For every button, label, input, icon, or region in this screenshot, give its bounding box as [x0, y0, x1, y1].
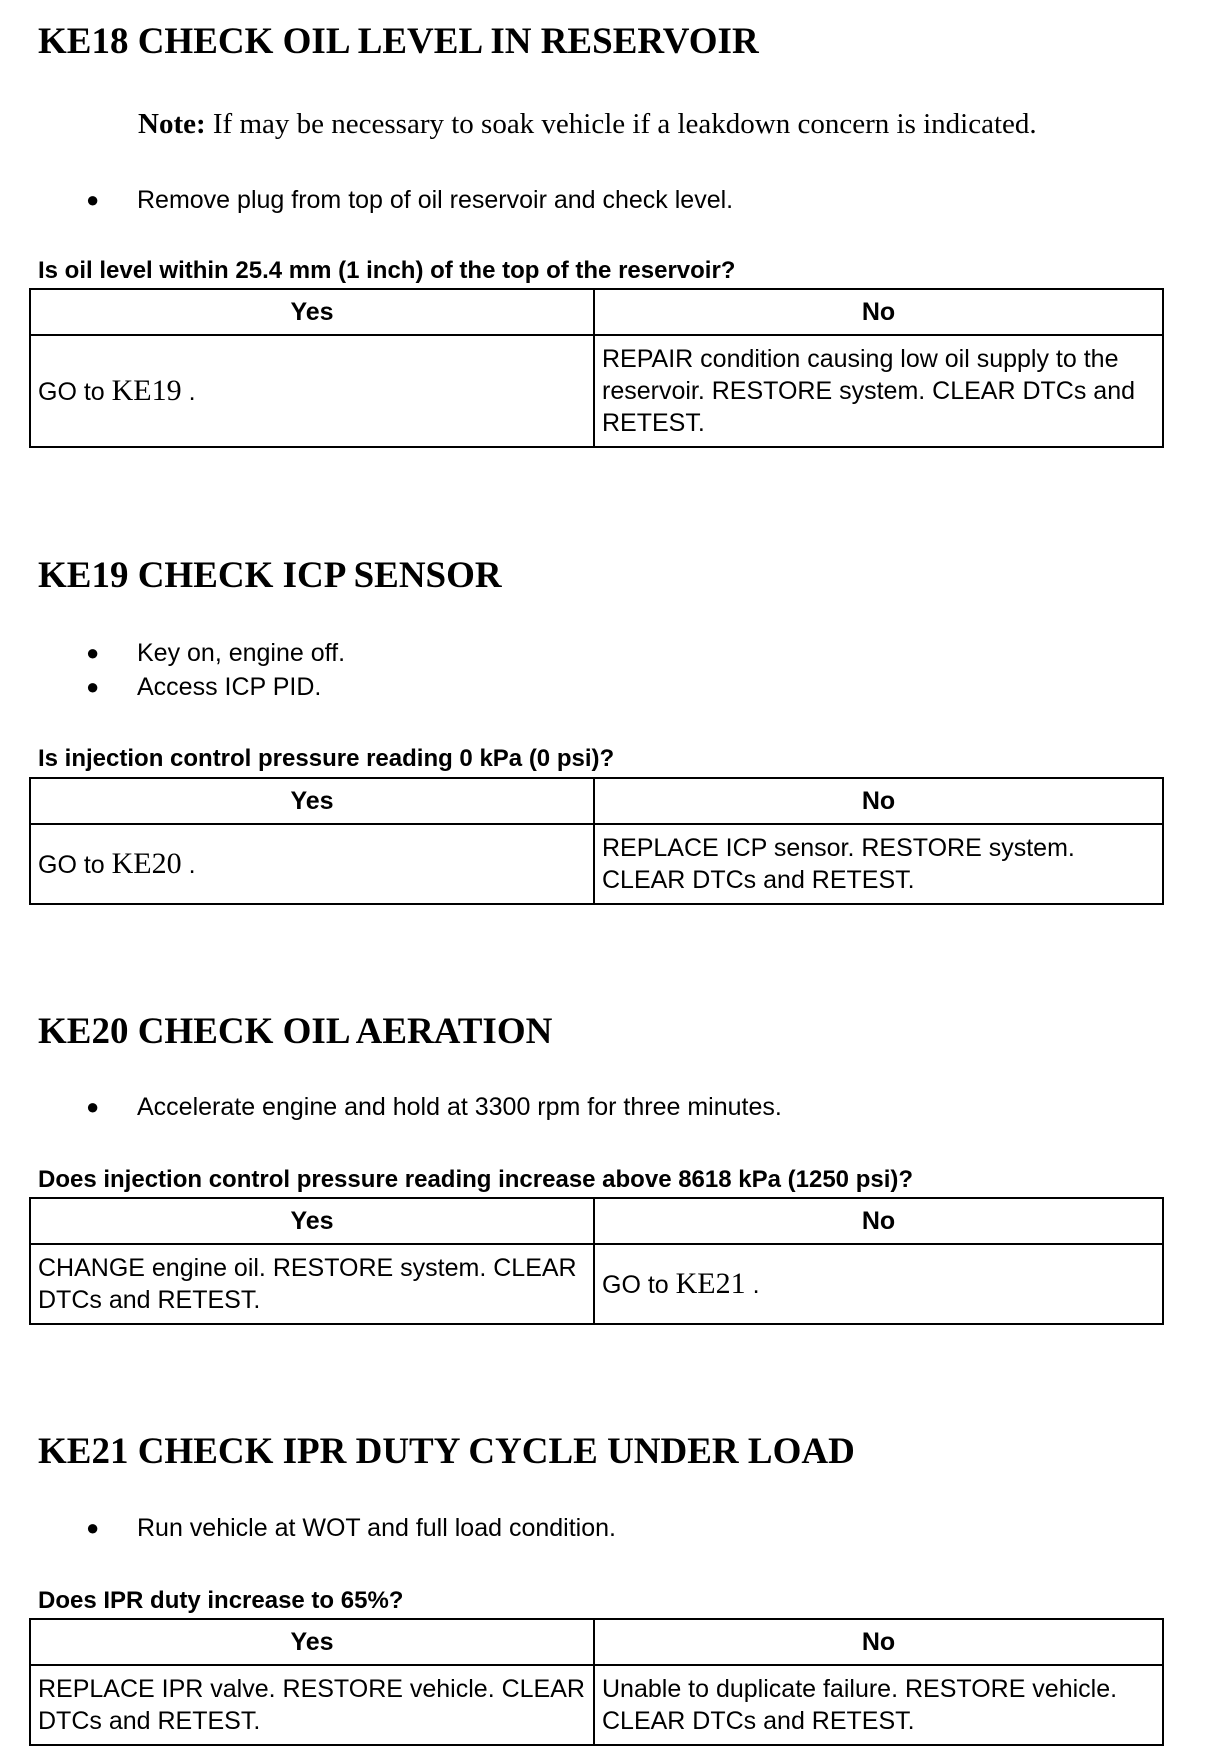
decision-table — [29, 288, 1164, 448]
cell-yes: CHANGE engine oil. RESTORE system. CLEAR DTCs and RETEST. — [30, 1244, 594, 1324]
go-to-text: GO to — [602, 1270, 669, 1299]
cell-no: REPLACE ICP sensor. RESTORE system. CLEAR DTCs and RETEST. — [594, 824, 1163, 904]
bullet-icon: ● — [86, 187, 100, 212]
step-title: KE21 CHECK IPR DUTY CYCLE UNDER LOAD — [38, 1431, 855, 1472]
bullet-icon: ● — [86, 1094, 100, 1119]
go-to-text: GO to — [38, 850, 105, 879]
header-yes: Yes — [30, 289, 594, 335]
decision-table — [29, 777, 1164, 905]
header-no: No — [594, 1619, 1163, 1665]
note — [138, 107, 1037, 141]
cell-no: REPAIR condition causing low oil supply to the reservoir. RESTORE system. CLEAR DTCs and RETEST. — [594, 335, 1163, 447]
header-yes: Yes — [30, 1619, 594, 1665]
bullet-text: Remove plug from top of oil reservoir and check level. — [137, 186, 734, 214]
note-text: If may be necessary to soak vehicle if a leakdown concern is indicated. — [212, 108, 1037, 140]
period: . — [188, 850, 196, 879]
question: Does IPR duty increase to 65%? — [38, 1587, 404, 1614]
bullet-icon: ● — [86, 1515, 100, 1540]
header-yes: Yes — [30, 1198, 594, 1244]
question: Is injection control pressure reading 0 kPa (0 psi)? — [38, 745, 615, 772]
cell-no — [594, 1244, 1163, 1324]
bullet-icon: ● — [86, 674, 100, 699]
cell-yes: REPLACE IPR valve. RESTORE vehicle. CLEAR DTCs and RETEST. — [30, 1665, 594, 1745]
bullet-text: Key on, engine off. — [137, 639, 346, 667]
header-no: No — [594, 778, 1163, 824]
step-title: KE18 CHECK OIL LEVEL IN RESERVOIR — [38, 21, 759, 62]
cell-yes — [30, 824, 594, 904]
step-title: KE19 CHECK ICP SENSOR — [38, 555, 502, 596]
bullet-text: Access ICP PID. — [137, 673, 322, 701]
bullet-text: Run vehicle at WOT and full load condition. — [137, 1514, 616, 1542]
decision-table — [29, 1618, 1164, 1746]
header-no: No — [594, 289, 1163, 335]
period: . — [752, 1270, 760, 1299]
bullet-text: Accelerate engine and hold at 3300 rpm for three minutes. — [137, 1093, 782, 1121]
link-ke21[interactable]: KE21 — [675, 1266, 746, 1300]
link-ke20[interactable]: KE20 — [111, 846, 182, 880]
decision-table — [29, 1197, 1164, 1325]
link-ke19[interactable]: KE19 — [111, 373, 182, 407]
bullet-icon: ● — [86, 640, 100, 665]
question: Is oil level within 25.4 mm (1 inch) of the top of the reservoir? — [38, 257, 736, 284]
cell-no: Unable to duplicate failure. RESTORE vehicle. CLEAR DTCs and RETEST. — [594, 1665, 1163, 1745]
go-to-text: GO to — [38, 377, 105, 406]
header-no: No — [594, 1198, 1163, 1244]
cell-yes — [30, 335, 594, 447]
header-yes: Yes — [30, 778, 594, 824]
question: Does injection control pressure reading increase above 8618 kPa (1250 psi)? — [38, 1166, 914, 1193]
step-title: KE20 CHECK OIL AERATION — [38, 1011, 553, 1052]
note-label: Note: — [138, 108, 206, 140]
period: . — [188, 377, 196, 406]
